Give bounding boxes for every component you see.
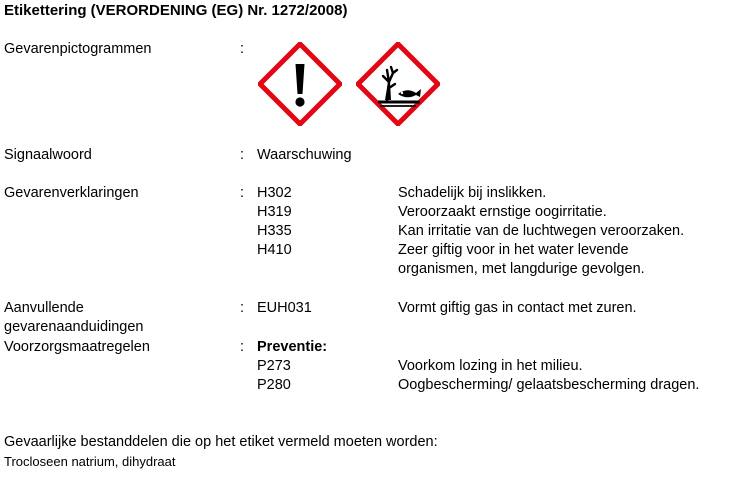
pictograms-colon: :	[240, 41, 245, 57]
prevention-heading: Preventie:	[257, 339, 328, 355]
hazard-text: Kan irritatie van de luchtwegen veroorzaken.	[398, 223, 685, 239]
pictograms-label: Gevarenpictogrammen	[4, 41, 152, 57]
hazard-text: Zeer giftig voor in het water levende	[398, 242, 629, 258]
components-value: Trocloseen natrium, dihydraat	[4, 454, 176, 469]
hazard-code: H410	[257, 242, 292, 258]
section-title: Etikettering (VERORDENING (EG) Nr. 1272/2008)	[4, 2, 348, 19]
precautionary-text: Oogbescherming/ gelaatsbescherming dragen.	[398, 377, 700, 393]
signal-word-label: Signaalwoord	[4, 147, 92, 163]
components-heading: Gevaarlijke bestanddelen die op het etiket vermeld moeten worden:	[4, 434, 438, 450]
hazard-code: H335	[257, 223, 292, 239]
supplementary-label-line1: Aanvullende	[4, 300, 84, 316]
supplementary-label-line2: gevarenaanduidingen	[4, 319, 144, 335]
supplementary-text: Vormt giftig gas in contact met zuren.	[398, 300, 637, 316]
signal-word-value: Waarschuwing	[257, 147, 352, 163]
supplementary-code: EUH031	[257, 300, 312, 316]
precautionary-text: Voorkom lozing in het milieu.	[398, 358, 583, 374]
precautionary-code: P273	[257, 358, 291, 374]
precautionary-code: P280	[257, 377, 291, 393]
supplementary-colon: :	[240, 300, 245, 316]
hazard-statements-colon: :	[240, 185, 245, 201]
signal-word-colon: :	[240, 147, 245, 163]
hazard-statements-label: Gevarenverklaringen	[4, 185, 139, 201]
environment-hazard-icon	[356, 42, 440, 126]
precautionary-label: Voorzorgsmaatregelen	[4, 339, 150, 355]
hazard-text-continuation: organismen, met langdurige gevolgen.	[398, 261, 645, 277]
hazard-code: H302	[257, 185, 292, 201]
exclamation-mark-icon	[258, 42, 342, 126]
hazard-code: H319	[257, 204, 292, 220]
hazard-text: Veroorzaakt ernstige oogirritatie.	[398, 204, 607, 220]
precautionary-colon: :	[240, 339, 245, 355]
hazard-text: Schadelijk bij inslikken.	[398, 185, 547, 201]
